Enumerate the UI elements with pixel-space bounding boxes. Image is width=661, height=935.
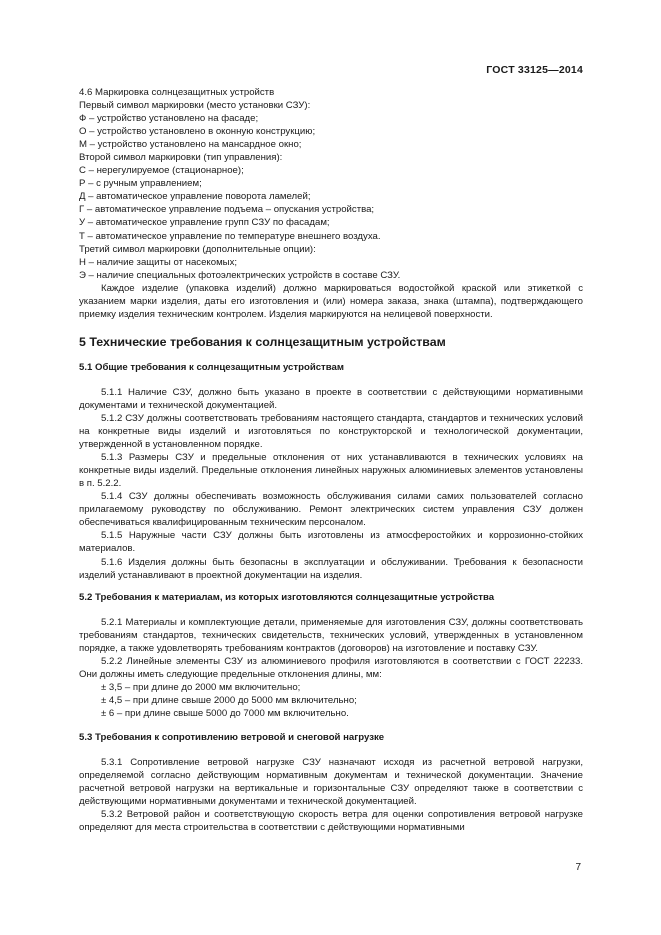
standard-code: ГОСТ 33125—2014 (486, 64, 583, 76)
page-number: 7 (575, 862, 581, 873)
marking-paragraph: Каждое изделие (упаковка изделий) должно маркироваться водостойкой краской или этикеткой с указанием марки изделия, даты его изготовления и (или) номера заказа, знака (штампа), подтверждающего приемку изделия техническим контролем. Изделия маркируются на нелицевой поверхности. (79, 282, 583, 320)
tolerance-3: ± 6 – при длине свыше 5000 до 7000 мм включительно. (101, 707, 349, 719)
tolerance-1: ± 3,5 – при длине до 2000 мм включительно; (101, 681, 301, 693)
paragraph-5-1-5: 5.1.5 Наружные части СЗУ должны быть изготовлены из атмосферостойких и коррозионно-стойких материалов. (79, 530, 583, 555)
tolerance-2: ± 4,5 – при длине свыше 2000 до 5000 мм включительно; (101, 694, 357, 706)
marking-t: Т – автоматическое управление по температуре внешнего воздуха. (79, 230, 381, 242)
paragraph-5-1-6: 5.1.6 Изделия должны быть безопасны в эксплуатации и обслуживании. Требования к безопасности изделий устанавливают в проектной документации на изделия. (79, 556, 583, 581)
section-5-3-title: 5.3 Требования к сопротивлению ветровой и снеговой нагрузке (79, 732, 385, 744)
marking-n: Н – наличие защиты от насекомых; (79, 256, 238, 268)
document-body (79, 86, 583, 834)
paragraph-5-1-4: 5.1.4 СЗУ должны обеспечивать возможность обслуживания силами самих пользователей согласно прилагаемому руководству по обслуживанию. Ремонт электрических систем управления СЗУ должен обеспечиваться квалифицированным техническим персоналом. (79, 491, 583, 529)
paragraph-5-2-1: 5.2.1 Материалы и комплектующие детали, применяемые для изготовления СЗУ, должны соответствовать требованиям стандартов, технических свидетельств, технических условий, утвержденных в установленном порядке, а также удовлетворять требованиям контрактов (договоров) на изготовление и поставку СЗУ. (79, 616, 583, 654)
marking-m: М – устройство установлено на мансардное окно; (79, 139, 302, 151)
marking-r: Р – с ручным управлением; (79, 178, 202, 190)
marking-u: У – автоматическое управление групп СЗУ по фасадам; (79, 217, 330, 229)
marking-s: С – нерегулируемое (стационарное); (79, 165, 244, 177)
paragraph-5-1-2: 5.1.2 СЗУ должны соответствовать требованиям настоящего стандарта, стандартов и технических условий на конкретные виды изделий и изготовляться по конструкторской и технологической документации, утвержденной в установленном порядке. (79, 412, 583, 451)
second-symbol-label: Второй символ маркировки (тип управления): (79, 152, 283, 164)
section-5-1-title: 5.1 Общие требования к солнцезащитным устройствам (79, 361, 344, 373)
section-5-title: 5 Технические требования к солнцезащитным устройствам (79, 334, 446, 349)
marking-g: Г – автоматическое управление подъема – опускания устройства; (79, 204, 375, 216)
paragraph-5-1-1: 5.1.1 Наличие СЗУ, должно быть указано в проекте в соответствии с действующими нормативными документами и технической документацией. (79, 386, 583, 411)
marking-e: Э – наличие специальных фотоэлектрических устройств в составе СЗУ. (79, 269, 401, 281)
section-5-2-title: 5.2 Требования к материалам, из которых изготовляются солнцезащитные устройства (79, 591, 495, 603)
paragraph-5-1-3: 5.1.3 Размеры СЗУ и предельные отклонения от них устанавливаются в технических условиях на конкретные виды изделий. Предельные отклонения линейных наружных алюминиевых элементов установлены в п. 5.2.2. (79, 452, 583, 490)
paragraph-5-3-2: 5.3.2 Ветровой район и соответствующую скорость ветра для оценки сопротивления ветровой нагрузке определяют для места строительства в соответствии с действующими нормативными (79, 809, 583, 834)
paragraph-5-3-1: 5.3.1 Сопротивление ветровой нагрузке СЗУ назначают исходя из расчетной ветровой нагрузки, определяемой согласно действующим нормативным документам и технической документации. Значение расчетной ветровой нагрузки на вертикальные и горизонтальные СЗУ определяют также в соответствии с действующими нормативными документами и технической документацией. (79, 757, 583, 808)
marking-o: О – устройство установлено в оконную конструкцию; (79, 126, 316, 138)
third-symbol-label: Третий символ маркировки (дополнительные опции): (79, 243, 316, 255)
paragraph-5-2-2: 5.2.2 Линейные элементы СЗУ из алюминиевого профиля изготовляются в соответствии с ГОСТ 22233. Они должны иметь следующие предельные отклонения длины, мм: (79, 655, 583, 680)
section-4-6-title: 4.6 Маркировка солнцезащитных устройств (79, 87, 275, 98)
marking-d: Д – автоматическое управление поворота ламелей; (79, 191, 311, 203)
first-symbol-label: Первый символ маркировки (место установки СЗУ): (79, 100, 311, 112)
marking-f: Ф – устройство установлено на фасаде; (79, 113, 259, 125)
